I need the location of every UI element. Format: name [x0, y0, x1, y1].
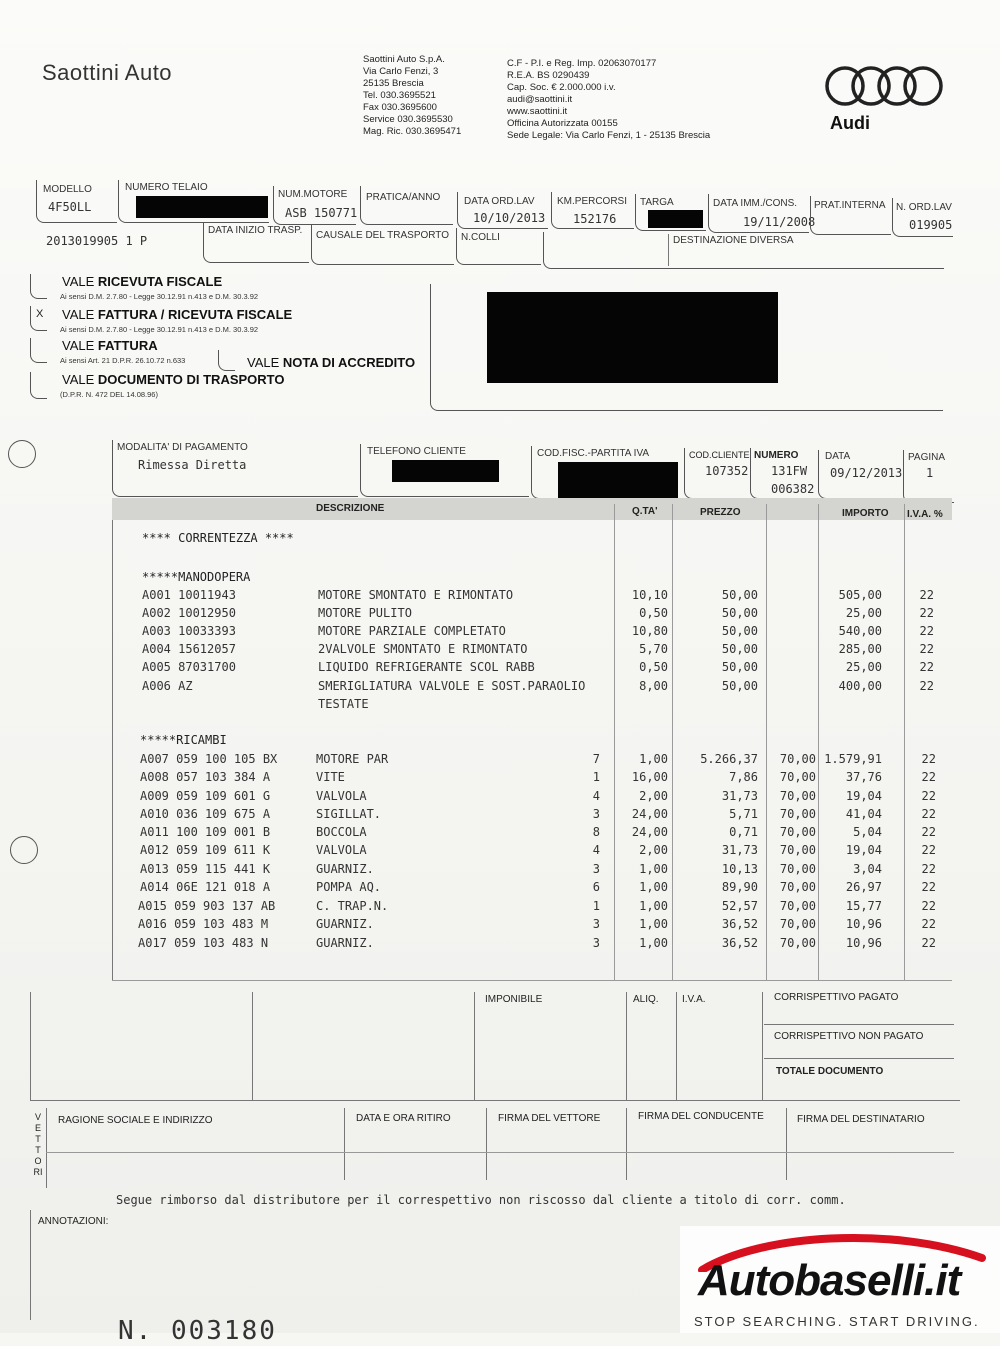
table-row: A001 10011943 MOTORE SMONTATO E RIMONTATO 10,10 50,00 505,00 22: [142, 588, 934, 602]
redacted-telefono: [392, 460, 499, 482]
watermark-tagline: STOP SEARCHING. START DRIVING.: [694, 1314, 980, 1329]
watermark-brand: Autobaselli.it: [698, 1256, 961, 1305]
totals-bottom-line: [30, 1100, 960, 1101]
data-ord-value: 10/10/2013: [473, 211, 546, 225]
aliq-label: ALIQ.: [633, 994, 659, 1005]
totals-line-6: [762, 992, 763, 1100]
table-row: A015 059 903 137 AB C. TRAP.N. 1 1,00 52,57 70,00 15,77 22: [138, 899, 936, 913]
table-row: A006 AZ SMERIGLIATURA VALVOLE E SOST.PARAOLIO 8,00 50,00 400,00 22: [142, 679, 934, 693]
redacted-customer-address: [487, 292, 778, 383]
vettori-line-left: [46, 1108, 47, 1188]
table-title: **** CORRENTEZZA ****: [142, 531, 294, 545]
punch-hole-top: [8, 440, 36, 468]
pagato-label: CORRISPETTIVO PAGATO: [774, 992, 899, 1003]
pratica-value: 2013019905 1 P: [46, 234, 148, 248]
vettori-mid-line: [46, 1152, 954, 1153]
redacted-targa: [648, 210, 703, 228]
table-row: A009 059 109 601 G VALVOLA 4 2,00 31,73 70,00 19,04 22: [140, 789, 936, 803]
pagina-value: 1: [926, 466, 934, 480]
modalita-value: Rimessa Diretta: [138, 458, 247, 472]
modello-value: 4F50LL: [48, 200, 92, 214]
vettori-line-3: [486, 1108, 487, 1180]
table-row: A004 15612057 2VALVOLE SMONTATO E RIMONTATO 5,70 50,00 285,00 22: [142, 642, 934, 656]
km-label: KM.PERCORSI: [557, 196, 628, 207]
codfisc-label: COD.FISC.-PARTITA IVA: [537, 448, 650, 459]
table-row: A008 057 103 384 A VITE 1 16,00 7,86 70,00 37,76 22: [140, 770, 936, 784]
numero-value-1: 131FW: [771, 464, 808, 478]
table-row: A016 059 103 483 M GUARNIZ. 3 1,00 36,52 70,00 10,96 22: [138, 917, 936, 931]
audi-rings-logo: [822, 64, 946, 108]
totals-line-5: [676, 992, 677, 1100]
totals-line-3: [474, 992, 475, 1100]
vale-option-ddt: [30, 372, 47, 399]
table-header-band: [112, 498, 952, 520]
pratica-label: PRATICA/ANNO: [366, 192, 441, 203]
km-value: 152176: [573, 212, 617, 226]
data-value: 09/12/2013: [830, 466, 903, 480]
n-ord-value: 019905: [909, 218, 953, 232]
audi-wordmark: Audi: [830, 113, 870, 133]
annotazioni-label: ANNOTAZIONI:: [38, 1216, 109, 1227]
pagina-label: PAGINA: [908, 452, 946, 463]
vale-fattura-sub: Ai sensi Art. 21 D.P.R. 26.10.72 n.633: [60, 356, 186, 365]
telefono-label: TELEFONO CLIENTE: [367, 446, 466, 457]
table-bottom-line: [112, 980, 952, 981]
company-logo: Saottini Auto: [42, 60, 173, 85]
vale-fattura-title: VALE FATTURA: [62, 338, 158, 353]
totals-line-1: [30, 992, 31, 1100]
redacted-telaio: [136, 196, 268, 218]
table-row: A013 059 115 441 K GUARNIZ. 3 1,00 10,13 70,00 3,04 22: [140, 862, 936, 876]
vale-nota-title: VALE NOTA DI ACCREDITO: [247, 355, 416, 370]
th-iva: I.V.A. %: [907, 509, 943, 520]
section-manodopera: *****MANODOPERA: [142, 570, 251, 584]
vale-ddt-sub: (D.P.R. N. 472 DEL 14.08.96): [60, 390, 158, 399]
vale-option-fattura: [30, 338, 47, 363]
codcliente-label: COD.CLIENTE: [689, 450, 750, 460]
firma-conducente-label: FIRMA DEL CONDUCENTE: [638, 1111, 764, 1122]
motore-value: ASB 150771: [285, 206, 358, 220]
inizio-trasp-label: DATA INIZIO TRASP.: [208, 225, 303, 236]
table-row: A014 06E 121 018 A POMPA AQ. 6 1,00 89,90 70,00 26,97 22: [140, 880, 936, 894]
destinazione-label: DESTINAZIONE DIVERSA: [673, 235, 794, 246]
telaio-label: NUMERO TELAIO: [125, 182, 208, 193]
imponibile-label: IMPONIBILE: [485, 994, 543, 1005]
vale-fattura-ricevuta-mark: X: [36, 308, 44, 320]
rimborso-note: Segue rimborso dal distributore per il correspettivo non riscosso dal cliente a titolo di corr. comm.: [116, 1193, 846, 1207]
th-descrizione: DESCRIZIONE: [316, 503, 385, 514]
prat-interna-label: PRAT.INTERNA: [814, 200, 886, 211]
table-row: A011 100 109 001 B BOCCOLA 8 24,00 0,71 70,00 5,04 22: [140, 825, 936, 839]
annotazioni-left-line: [30, 1210, 31, 1320]
destinazione-divider: [668, 234, 669, 266]
vale-ddt-title: VALE DOCUMENTO DI TRASPORTO: [62, 372, 285, 387]
vettori-side-label: VETTORI: [33, 1112, 43, 1177]
iva-label: I.V.A.: [682, 994, 706, 1005]
data-ord-label: DATA ORD.LAV: [464, 196, 535, 207]
numero-label: NUMERO: [754, 450, 799, 461]
firma-vettore-label: FIRMA DEL VETTORE: [498, 1113, 601, 1124]
section-ricambi: *****RICAMBI: [140, 733, 227, 747]
totals-line-4: [626, 992, 627, 1100]
table-row: A002 10012950 MOTORE PULITO 0,50 50,00 25,00 22: [142, 606, 934, 620]
vale-option-fattura-ricevuta: [30, 306, 47, 331]
redacted-codfisc: [558, 462, 678, 498]
non-pagato-line: [764, 1058, 954, 1059]
company-address: Saottini Auto S.p.A. Via Carlo Fenzi, 3 25135 Brescia Tel. 030.3695521 Fax 030.3695600 Service 030.3695530 Mag. Ric. 030.3695471: [363, 54, 462, 137]
motore-label: NUM.MOTORE: [278, 189, 348, 200]
codcliente-value: 107352: [705, 464, 749, 478]
vettori-line-2: [344, 1108, 345, 1180]
vale-fattura-ricevuta-title: VALE FATTURA / RICEVUTA FISCALE: [62, 307, 293, 322]
vale-fattura-ricevuta-sub: Ai sensi D.M. 2.7.80 - Legge 30.12.91 n.413 e D.M. 30.3.92: [60, 325, 259, 334]
totals-line-2: [252, 992, 253, 1100]
table-row: A017 059 103 483 N GUARNIZ. 3 1,00 36,52 70,00 10,96 22: [138, 936, 936, 950]
causale-label: CAUSALE DEL TRASPORTO: [316, 230, 450, 241]
table-row: A007 059 100 105 BX MOTORE PAR 7 1,00 5.266,37 70,00 1.579,91 22: [140, 752, 936, 766]
non-pagato-label: CORRISPETTIVO NON PAGATO: [774, 1031, 924, 1042]
immatr-value: 19/11/2008: [743, 215, 816, 229]
table-row-continuation: TESTATE: [318, 697, 369, 711]
autobaselli-watermark: [680, 1226, 1000, 1333]
vettori-line-5: [786, 1108, 787, 1180]
modello-label: MODELLO: [43, 184, 92, 195]
bottom-document-number: N. 003180: [118, 1316, 277, 1346]
vale-option-ricevuta: [30, 274, 47, 299]
firma-destinatario-label: FIRMA DEL DESTINATARIO: [797, 1114, 925, 1125]
th-prezzo: PREZZO: [700, 507, 741, 518]
th-qta: Q.TA': [632, 506, 658, 517]
table-row: A003 10033393 MOTORE PARZIALE COMPLETATO 10,80 50,00 540,00 22: [142, 624, 934, 638]
table-row: A010 036 109 675 A SIGILLAT. 3 24,00 5,71 70,00 41,04 22: [140, 807, 936, 821]
table-row: A005 87031700 LIQUIDO REFRIGERANTE SCOL RABB 0,50 50,00 25,00 22: [142, 660, 934, 674]
table-row: A012 059 109 611 K VALVOLA 4 2,00 31,73 70,00 19,04 22: [140, 843, 936, 857]
ragione-label: RAGIONE SOCIALE E INDIRIZZO: [58, 1115, 213, 1126]
targa-label: TARGA: [640, 197, 674, 208]
modalita-label: MODALITA' DI PAGAMENTO: [117, 442, 248, 453]
pagato-line: [764, 1024, 954, 1025]
colli-label: N.COLLI: [461, 232, 500, 243]
numero-value-2: 006382: [771, 482, 815, 496]
data-label: DATA: [825, 451, 851, 462]
th-importo: IMPORTO: [842, 508, 889, 519]
n-ord-label: N. ORD.LAV: [896, 202, 952, 213]
data-ora-label: DATA E ORA RITIRO: [356, 1113, 451, 1124]
vale-option-nota: [218, 350, 235, 371]
vettori-line-4: [626, 1108, 627, 1180]
immatr-label: DATA IMM./CONS.: [713, 198, 798, 209]
totale-label: TOTALE DOCUMENTO: [776, 1066, 884, 1077]
vale-ricevuta-sub: Ai sensi D.M. 2.7.80 - Legge 30.12.91 n.413 e D.M. 30.3.92: [60, 292, 259, 301]
vale-ricevuta-title: VALE RICEVUTA FISCALE: [62, 274, 223, 289]
company-legal-info: C.F - P.I. e Reg. Imp. 02063070177 R.E.A. BS 0290439 Cap. Soc. € 2.000.000 i.v. audi@saottini.it www.saottini.it Officina Autorizzata 00155 Sede Legale: Via Carlo Fenzi, 1 - 25135 Brescia: [507, 58, 711, 141]
